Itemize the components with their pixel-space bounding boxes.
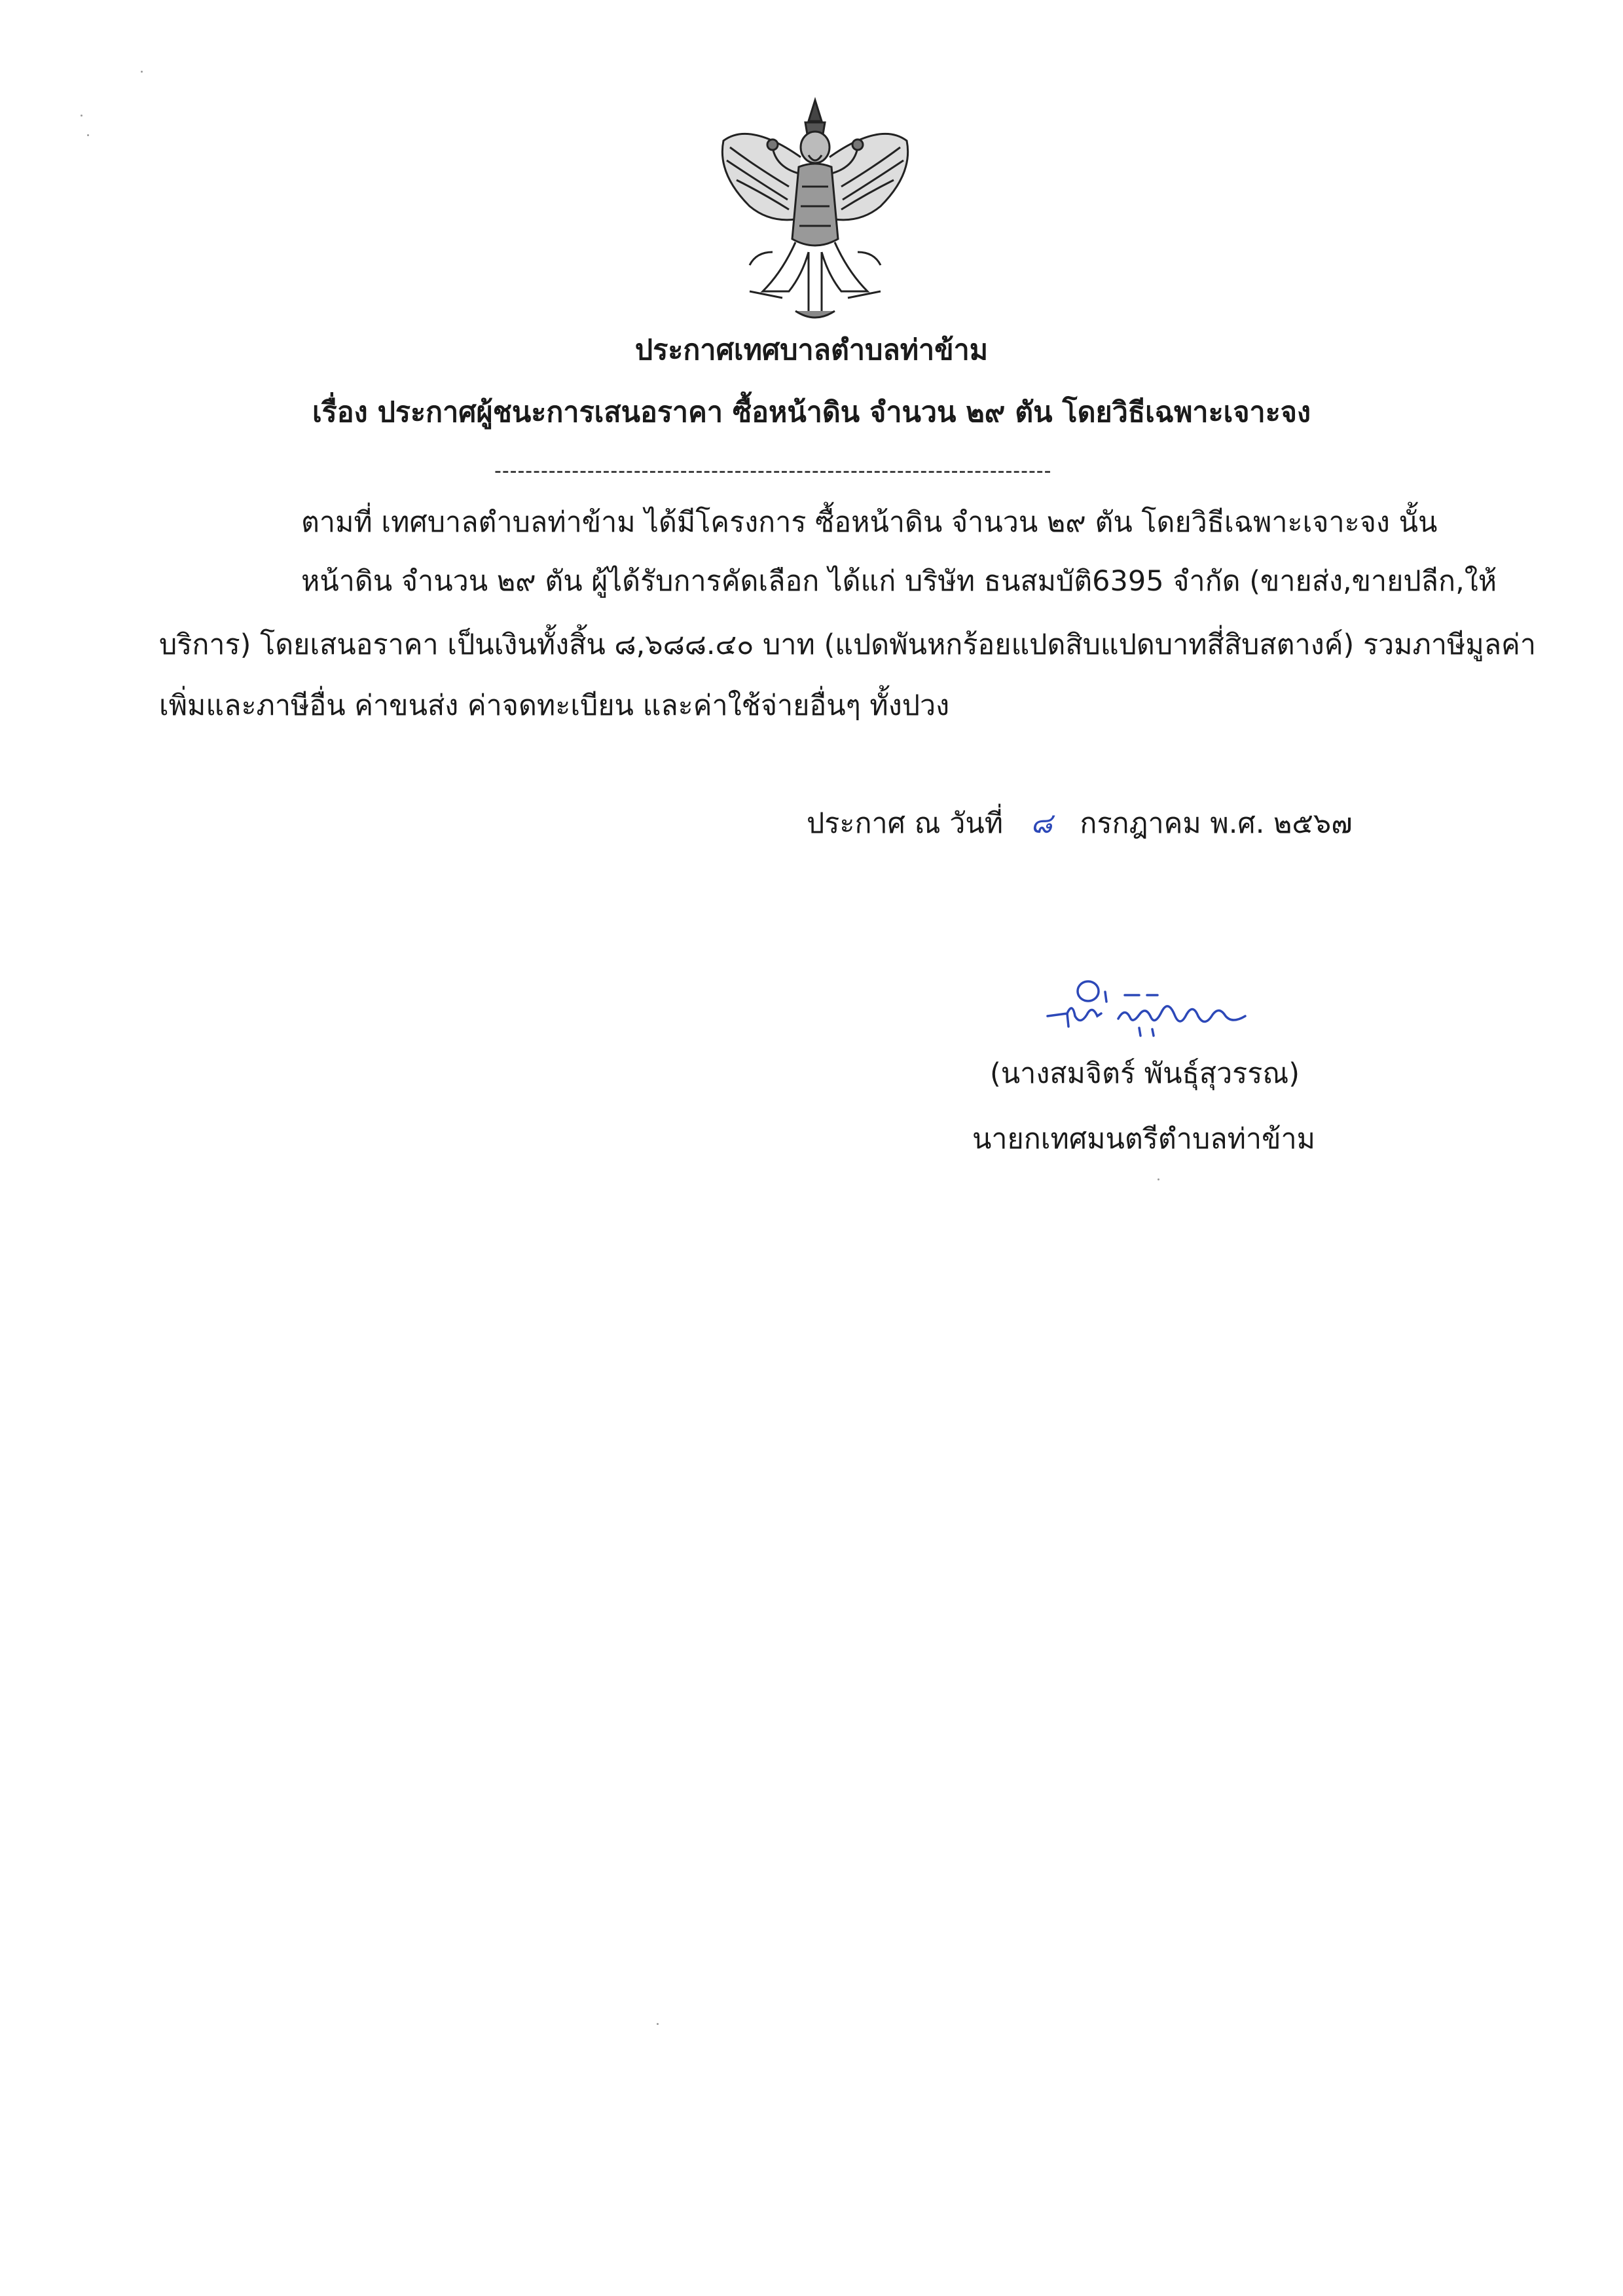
handwritten-signature-icon xyxy=(1041,975,1264,1048)
signatory-name: (นางสมจิตร์ พันธุ์สุวรรณ) xyxy=(990,1057,1300,1090)
garuda-emblem-icon xyxy=(710,95,920,331)
body-paragraph-line-1: ตามที่ เทศบาลตำบลท่าข้าม ได้มีโครงการ ซื้อหน้าดิน จำนวน ๒๙ ตัน โดยวิธีเฉพาะเจาะจง นั้น xyxy=(301,506,1438,539)
date-day-handwritten: ๘ xyxy=(1030,807,1053,840)
scan-speck xyxy=(81,115,82,117)
signatory-position: นายกเทศมนตรีตำบลท่าข้าม xyxy=(972,1123,1315,1156)
document-title: ประกาศเทศบาลตำบลท่าข้าม xyxy=(634,334,989,367)
date-prefix: ประกาศ ณ วันที่ xyxy=(807,807,1004,840)
document-subject: เรื่อง ประกาศผู้ชนะการเสนอราคา ซื้อหน้าดิน จำนวน ๒๙ ตัน โดยวิธีเฉพาะเจาะจง xyxy=(312,396,1311,429)
body-paragraph-line-3: บริการ) โดยเสนอราคา เป็นเงินทั้งสิ้น ๘,๖๘๘.๔๐ บาท (แปดพันหกร้อยแปดสิบแปดบาทสี่สิบสตางค์) รวมภาษีมูลค่า xyxy=(159,629,1536,661)
announcement-date xyxy=(807,804,1353,843)
body-paragraph-line-4: เพิ่มและภาษีอื่น ค่าขนส่ง ค่าจดทะเบียน และค่าใช้จ่ายอื่นๆ ทั้งปวง xyxy=(159,689,950,722)
scan-speck xyxy=(1158,1178,1159,1180)
scan-speck xyxy=(141,71,143,73)
scan-speck xyxy=(657,2023,659,2025)
date-month-year: กรกฎาคม พ.ศ. ๒๕๖๗ xyxy=(1080,807,1353,840)
scan-speck xyxy=(87,134,89,136)
separator-line: ------------------------------------------------------------------------ xyxy=(494,460,1052,483)
body-paragraph-line-2: หน้าดิน จำนวน ๒๙ ตัน ผู้ได้รับการคัดเลือก ได้แก่ บริษัท ธนสมบัติ6395 จำกัด (ขายส่ง,ขายปลีก,ให้ xyxy=(301,565,1497,598)
